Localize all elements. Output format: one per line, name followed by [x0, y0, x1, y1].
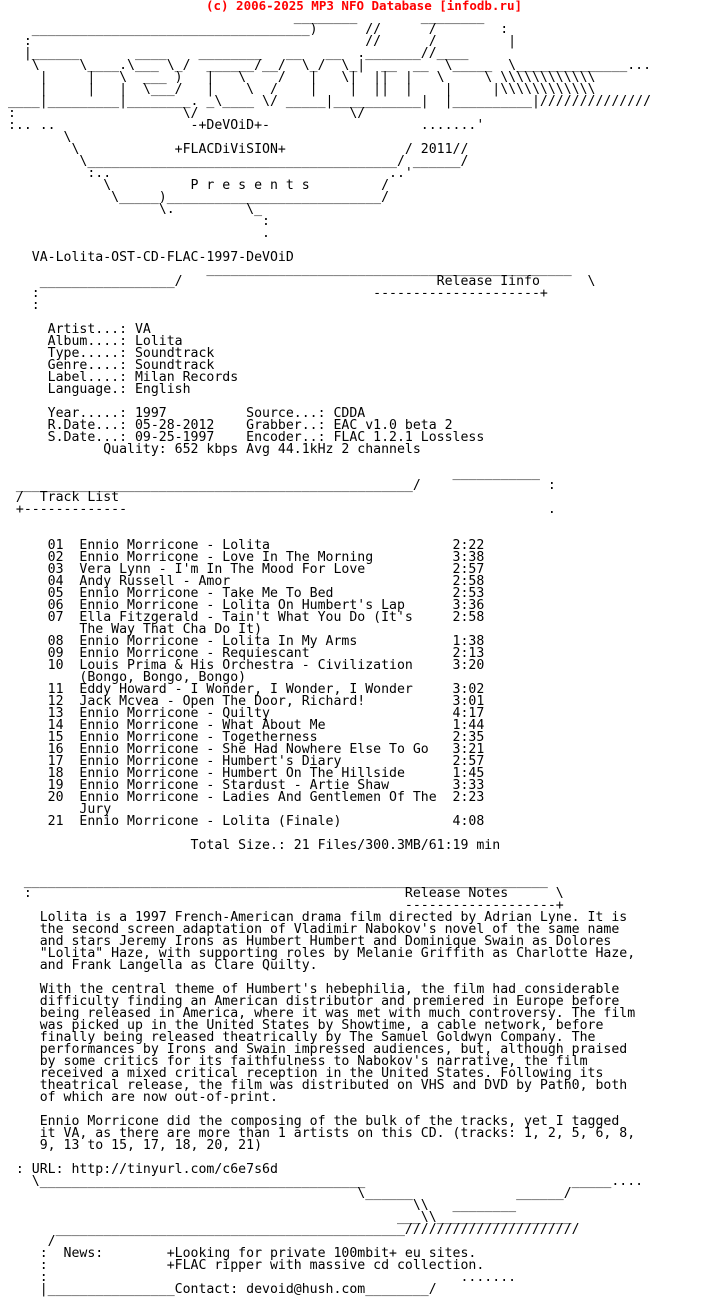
track-row: 18 Ennio Morricone - Humbert On The Hillside 1:45 [47, 766, 485, 781]
track-row: 10 Louis Prima & His Orchestra - Civilization 3:20 [47, 658, 485, 673]
ascii-art-line: -------------------+ [404, 898, 564, 913]
nfo-document [0, 12, 651, 1296]
label-field: Label....: Milan Records [47, 370, 239, 385]
logo-art-line: . [262, 226, 270, 241]
track-row: 01 Ennio Morricone - Lolita 2:22 [47, 538, 485, 553]
release-notes-line: 9, 13 to 15, 17, 18, 20, 21) [39, 1138, 263, 1153]
logo-art-line: \ P r e s e n t s / [103, 178, 390, 193]
release-notes-line: the second screen adaptation of Vladimir Nabokov's novel of the same name [39, 922, 620, 937]
track-row: 08 Ennio Morricone - Lolita In My Arms 1:38 [47, 634, 485, 649]
tracklist-title: / Track List [15, 490, 120, 505]
logo-art-line: |______ ____ ________ __ __ ._______//____ [23, 46, 469, 61]
ascii-art-line: ______________________________________________ [206, 262, 572, 277]
contact-line: |________________Contact: devoid@hush.com________/ [0, 1282, 437, 1297]
release-notes-line: it VA, as there are more than 1 artists on this CD. (tracks: 1, 2, 5, 6, 8, [39, 1126, 636, 1141]
logo-art-line: :.. .. -+DeVOiD+- .......' [7, 118, 485, 133]
release-notes-line: "Lolita" Haze, with supporting roles by Melanie Griffith as Charlotte Haze, [39, 946, 636, 961]
ascii-art-line: __________________________________________________/ : [15, 478, 556, 493]
language-field: Language.: English [47, 382, 191, 397]
release-notes-line: Ennio Morricone did the composing of the bulk of the tracks, yet I tagged [39, 1114, 620, 1129]
logo-art-line: \_______________________________________/ ______/ [79, 154, 469, 169]
track-row: 02 Ennio Morricone - Love In The Morning 3:38 [47, 550, 485, 565]
track-row: 21 Ennio Morricone - Lolita (Finale) 4:08 [47, 814, 485, 829]
type-field: Type.....: Soundtrack [47, 346, 215, 361]
ascii-art-line: \\ ________ [412, 1198, 517, 1213]
logo-art-line: \. \_ [158, 202, 263, 217]
release-notes-line: and stars Jeremy Irons as Humbert Humbert and Dominique Swain as Dolores [39, 934, 612, 949]
track-row: 04 Andy Russell - Amor 2:58 [47, 574, 485, 589]
release-notes-line: and Frank Langella as Clare Quilty. [39, 958, 318, 973]
quality-field: Quality: 652 kbps Avg 44.1kHz 2 channels [103, 442, 421, 457]
track-row: 06 Ennio Morricone - Lolita On Humbert's Lap 3:36 [47, 598, 485, 613]
ascii-art-line: ___\\_________________ [396, 1210, 572, 1225]
sdate-encoder-field: S.Date...: 09-25-1997 Encoder..: FLAC 1.2.1 Lossless [47, 430, 485, 445]
logo-art-line: ________ ________ [293, 10, 485, 25]
ascii-art-line: __________________________________________________________________ [23, 874, 548, 889]
release-notes-title: : Release Notes \ [23, 886, 564, 901]
logo-art-line: : \/ \/ [7, 106, 366, 121]
url-line[interactable]: : URL: http://tinyurl.com/c6e7s6d [15, 1162, 278, 1177]
ascii-art-line: \______ ______/ [357, 1186, 572, 1201]
ascii-art-line: ____________________________________________////////////////////// [55, 1222, 580, 1237]
release-notes-line: was picked up in the United States by Showtime, a cable network, before [39, 1018, 604, 1033]
site-header: (c) 2006-2025 MP3 NFO Database [infodb.ru] [205, 0, 523, 13]
release-notes-line: With the central theme of Humbert's hebephilia, the film had considerable [39, 982, 620, 997]
logo-art-line: :.. ..' [87, 166, 413, 181]
track-row: 09 Ennio Morricone - Requiescant 2:13 [47, 646, 485, 661]
total-size: Total Size.: 21 Files/300.3MB/61:19 min [190, 838, 501, 853]
release-notes-line: received a mixed critical reception in the United States. Following its [39, 1066, 604, 1081]
track-row: 05 Ennio Morricone - Take Me To Bed 2:53 [47, 586, 485, 601]
track-row: 12 Jack Mcvea - Open The Door, Richard! 3:01 [47, 694, 485, 709]
genre-field: Genre....: Soundtrack [47, 358, 215, 373]
logo-art-line: \ \____.\___ \_/ ______/__/ \_/ \_| __ __ \_____ \______________... [31, 58, 652, 73]
track-row-continuation: Jury [79, 802, 112, 817]
track-row: 07 Ella Fitzgerald - Tain't What You Do (It's 2:58 [47, 610, 485, 625]
artist-field: Artist...: VA [47, 322, 151, 337]
track-row: 15 Ennio Morricone - Togetherness 2:35 [47, 730, 485, 745]
release-notes-line: of which are now out-of-print. [39, 1090, 278, 1105]
track-row: 19 Ennio Morricone - Stardust - Artie Shaw 3:33 [47, 778, 485, 793]
release-info-title: _________________/ Release Iinfo \ [39, 274, 596, 289]
ascii-art-line: ___________ [452, 466, 540, 481]
album-field: Album....: Lolita [47, 334, 183, 349]
ascii-art-line: : ---------------------+ [31, 286, 548, 301]
ascii-art-line: +------------- . [15, 502, 556, 517]
year-source-field: Year.....: 1997 Source...: CDDA [47, 406, 366, 421]
release-notes-line: finally being released theatrically by The Samuel Goldwyn Company. The [39, 1030, 596, 1045]
ascii-art-line: / [47, 1234, 56, 1249]
track-row: 13 Ennio Morricone - Quilty 4:17 [47, 706, 485, 721]
logo-art-line: \_____)___________________________/ [111, 190, 390, 205]
logo-art-line: : // / | [23, 34, 517, 49]
logo-art-line: ___________________________________) // / : [31, 22, 509, 37]
logo-art-line: : [262, 214, 270, 229]
logo-art-line: ____|_________|________. _\____ \/ _____|___________| |__________|////////////// [7, 94, 652, 109]
release-name: VA-Lolita-OST-CD-FLAC-1997-DeVOiD [31, 250, 294, 265]
release-notes-line: being released in America, where it was met with much controversy. The film [39, 1006, 636, 1021]
track-row: 14 Ennio Morricone - What About Me 1:44 [47, 718, 485, 733]
release-notes-line: difficulty finding an American distributor and premiered in Europe before [39, 994, 620, 1009]
track-row-continuation: The Way That Cha Do It) [79, 622, 263, 637]
track-row: 17 Ennio Morricone - Humbert's Diary 2:57 [47, 754, 485, 769]
release-notes-line: by some critics for its faithfulness to Nabokov's narrative, the film [39, 1054, 588, 1069]
ascii-art-line: : ....... [39, 1270, 517, 1285]
ascii-art-line: : [31, 298, 40, 313]
logo-art-line: | | | \___/ | \ / | | || | | |\\\\\\\\\\\\ [39, 82, 596, 97]
ascii-art-line: \_________________________________________ _____.... [31, 1174, 644, 1189]
release-notes-line: theatrical release, the film was distributed on VHS and DVD by Path0, both [39, 1078, 628, 1093]
news-line: : +FLAC ripper with massive cd collection. [39, 1258, 485, 1273]
release-notes-line: Lolita is a 1997 French-American drama film directed by Adrian Lyne. It is [39, 910, 628, 925]
logo-art-line: | | \ ___ ) | \ / | \| || | \ \ \\\\\\\\\\\\ [39, 70, 596, 85]
track-row: 20 Ennio Morricone - Ladies And Gentlemen Of The 2:23 [47, 790, 485, 805]
track-row-continuation: (Bongo, Bongo, Bongo) [79, 670, 247, 685]
logo-art-line: \ +FLACDiViSION+ / 2011// [71, 142, 469, 157]
release-notes-line: performances by Irons and Swain impressed audiences, but, although praised [39, 1042, 628, 1057]
track-row: 16 Ennio Morricone - She Had Nowhere Else To Go 3:21 [47, 742, 485, 757]
rdate-grabber-field: R.Date...: 05-28-2012 Grabber..: EAC v1.0 beta 2 [47, 418, 453, 433]
track-row: 03 Vera Lynn - I'm In The Mood For Love 2:57 [47, 562, 485, 577]
news-line: : News: +Looking for private 100mbit+ eu sites. [39, 1246, 477, 1261]
track-row: 11 Eddy Howard - I Wonder, I Wonder, I Wonder 3:02 [47, 682, 485, 697]
logo-art-line: \ [63, 130, 72, 145]
